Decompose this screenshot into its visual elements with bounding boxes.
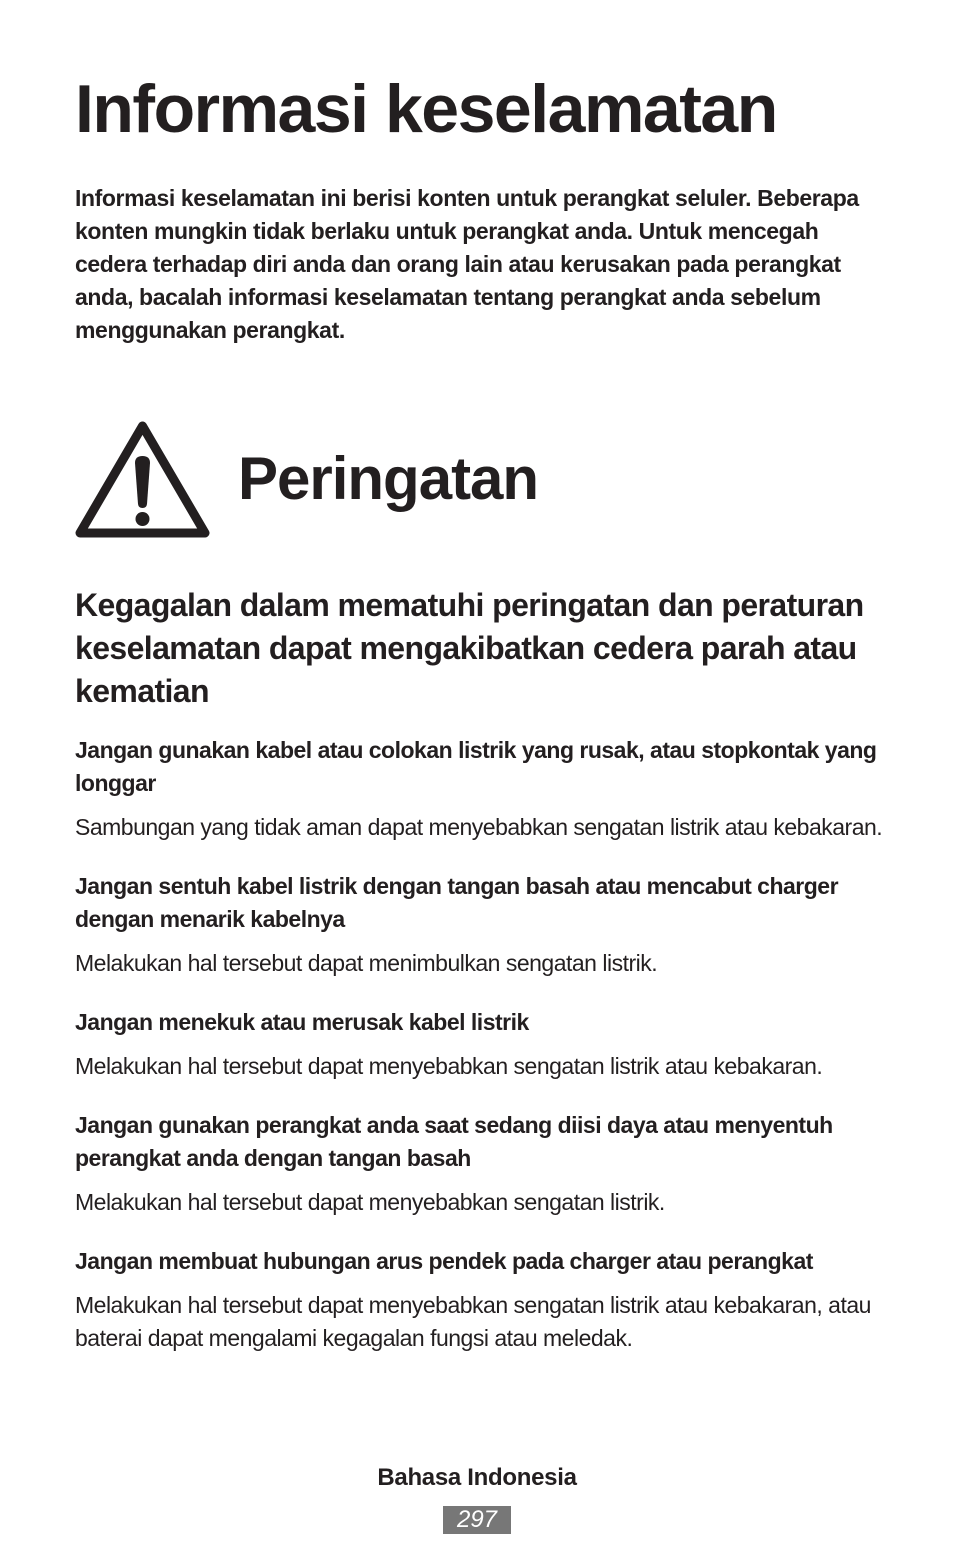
warning-item-desc: Melakukan hal tersebut dapat menyebabkan sengatan listrik.	[75, 1189, 665, 1215]
warning-item-desc: Melakukan hal tersebut dapat menyebabkan sengatan listrik atau kebakaran.	[75, 1053, 823, 1079]
section-heading: Kegagalan dalam mematuhi peringatan dan peraturan keselamatan dapat mengakibatkan cedera parah atau kematian	[75, 587, 864, 709]
warning-item-title: Jangan sentuh kabel listrik dengan tangan basah atau mencabut charger dengan menarik kabelnya	[75, 873, 839, 932]
warning-item	[75, 870, 887, 980]
warning-item	[75, 1245, 887, 1355]
warning-item-desc: Melakukan hal tersebut dapat menimbulkan sengatan listrik.	[75, 950, 658, 976]
warning-item-title: Jangan membuat hubungan arus pendek pada charger atau perangkat	[75, 1248, 813, 1274]
page-title: Informasi keselamatan	[75, 71, 777, 147]
warning-item-title: Jangan gunakan kabel atau colokan listrik yang rusak, atau stopkontak yang longgar	[75, 737, 877, 796]
page-number: 297	[443, 1506, 511, 1534]
warning-item-desc: Sambungan yang tidak aman dapat menyebabkan sengatan listrik atau kebakaran.	[75, 814, 883, 840]
warning-item-title: Jangan menekuk atau merusak kabel listrik	[75, 1009, 529, 1035]
warning-triangle-icon	[74, 418, 211, 540]
warning-item-title: Jangan gunakan perangkat anda saat sedang diisi daya atau menyentuh perangkat anda dengan tangan basah	[75, 1112, 833, 1171]
warning-item	[75, 1109, 887, 1219]
warning-item	[75, 734, 887, 844]
intro-paragraph: Informasi keselamatan ini berisi konten untuk perangkat seluler. Beberapa konten mungkin tidak berlaku untuk perangkat anda. Untuk mencegah cedera terhadap diri anda dan orang lain atau kerusakan pada perangkat anda, bacalah informasi keselamatan tentang perangkat anda sebelum menggunakan perangkat.	[75, 185, 859, 343]
warning-title: Peringatan	[238, 445, 539, 512]
warning-item	[75, 1006, 887, 1083]
warning-item-desc: Melakukan hal tersebut dapat menyebabkan sengatan listrik atau kebakaran, atau baterai dapat mengalami kegagalan fungsi atau meledak.	[75, 1292, 871, 1351]
warning-list	[75, 734, 887, 1381]
footer-language: Bahasa Indonesia	[377, 1464, 577, 1491]
